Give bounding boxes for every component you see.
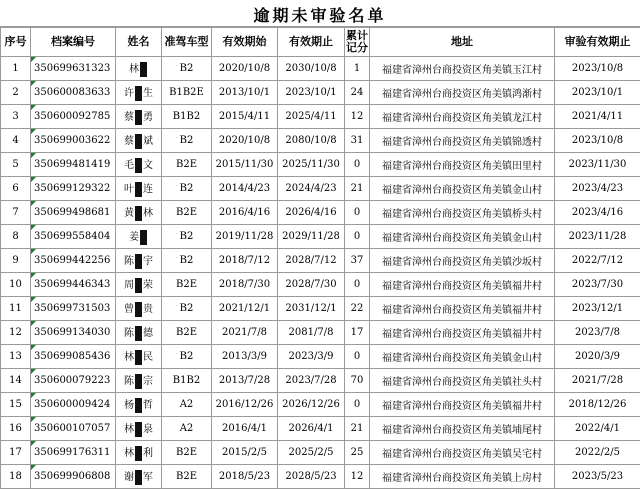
cell-seq: 10 bbox=[1, 273, 31, 297]
cell-seq: 15 bbox=[1, 393, 31, 417]
cell-valid-start: 2013/3/9 bbox=[212, 345, 278, 369]
cell-audit-end: 2023/10/8 bbox=[555, 57, 640, 81]
name-last-char: 文 bbox=[143, 160, 153, 171]
cell-valid-end: 2023/3/9 bbox=[278, 345, 345, 369]
cell-name bbox=[116, 441, 162, 465]
table-row bbox=[1, 297, 640, 321]
name-first-char: 林 bbox=[124, 352, 134, 363]
table-row bbox=[1, 153, 640, 177]
cell-seq: 14 bbox=[1, 369, 31, 393]
cell-valid-start: 2018/7/12 bbox=[212, 249, 278, 273]
cell-address: 福建省漳州台商投资区角美镇鸿渐村 bbox=[370, 81, 555, 105]
redaction-mark bbox=[140, 230, 147, 245]
table-row bbox=[1, 345, 640, 369]
cell-file-no: 350699631323 bbox=[31, 57, 116, 81]
name-first-char: 林 bbox=[129, 64, 139, 75]
cell-file-no: 350600092785 bbox=[31, 105, 116, 129]
cell-name bbox=[116, 225, 162, 249]
cell-class: B1B2 bbox=[162, 105, 212, 129]
cell-valid-start: 2013/7/28 bbox=[212, 369, 278, 393]
cell-points: 12 bbox=[345, 105, 370, 129]
cell-valid-end: 2028/7/30 bbox=[278, 273, 345, 297]
name-last-char: 宇 bbox=[143, 256, 153, 267]
name-last-char: 宗 bbox=[143, 376, 153, 387]
name-first-char: 陈 bbox=[124, 376, 134, 387]
cell-audit-end: 2021/4/11 bbox=[555, 105, 640, 129]
cell-audit-end: 2023/4/16 bbox=[555, 201, 640, 225]
redaction-mark bbox=[135, 134, 142, 149]
cell-points: 37 bbox=[345, 249, 370, 273]
cell-valid-end: 2025/11/30 bbox=[278, 153, 345, 177]
cell-audit-end: 2023/7/8 bbox=[555, 321, 640, 345]
cell-seq: 18 bbox=[1, 465, 31, 489]
cell-name bbox=[116, 129, 162, 153]
name-last-char: 连 bbox=[143, 184, 153, 195]
name-first-char: 蔡 bbox=[124, 136, 134, 147]
cell-audit-end: 2023/7/30 bbox=[555, 273, 640, 297]
cell-valid-start: 2016/4/16 bbox=[212, 201, 278, 225]
cell-valid-end: 2028/7/12 bbox=[278, 249, 345, 273]
cell-address: 福建省漳州台商投资区角美镇玉江村 bbox=[370, 57, 555, 81]
cell-points: 0 bbox=[345, 153, 370, 177]
cell-valid-end: 2030/10/8 bbox=[278, 57, 345, 81]
cell-file-no: 350699558404 bbox=[31, 225, 116, 249]
table-row bbox=[1, 393, 640, 417]
name-first-char: 毛 bbox=[124, 160, 134, 171]
cell-address: 福建省漳州台商投资区角美镇金山村 bbox=[370, 177, 555, 201]
cell-valid-start: 2015/4/11 bbox=[212, 105, 278, 129]
cell-audit-end: 2023/5/23 bbox=[555, 465, 640, 489]
cell-name bbox=[116, 153, 162, 177]
cell-name bbox=[116, 417, 162, 441]
name-first-char: 蔡 bbox=[124, 112, 134, 123]
cell-class: A2 bbox=[162, 417, 212, 441]
name-first-char: 曾 bbox=[124, 304, 134, 315]
name-last-char: 哲 bbox=[143, 400, 153, 411]
redaction-mark bbox=[135, 302, 142, 317]
name-last-char: 荣 bbox=[143, 280, 153, 291]
title-row bbox=[0, 0, 640, 27]
name-last-char: 军 bbox=[143, 472, 153, 483]
table-row bbox=[1, 321, 640, 345]
cell-class: B2 bbox=[162, 249, 212, 273]
cell-seq: 2 bbox=[1, 81, 31, 105]
cell-audit-end: 2023/10/8 bbox=[555, 129, 640, 153]
cell-name bbox=[116, 393, 162, 417]
cell-name bbox=[116, 105, 162, 129]
cell-seq: 7 bbox=[1, 201, 31, 225]
cell-valid-end: 2028/5/23 bbox=[278, 465, 345, 489]
cell-address: 福建省漳州台商投资区角美镇福井村 bbox=[370, 273, 555, 297]
cell-audit-end: 2022/4/1 bbox=[555, 417, 640, 441]
cell-valid-end: 2023/7/28 bbox=[278, 369, 345, 393]
header-points-label: 累计记分 bbox=[346, 29, 368, 54]
redaction-mark bbox=[135, 398, 142, 413]
cell-name bbox=[116, 57, 162, 81]
table-row bbox=[1, 465, 640, 489]
header-name: 姓名 bbox=[116, 28, 162, 57]
cell-file-no: 350699446343 bbox=[31, 273, 116, 297]
cell-seq: 6 bbox=[1, 177, 31, 201]
cell-valid-start: 2016/4/1 bbox=[212, 417, 278, 441]
cell-address: 福建省漳州台商投资区角美镇龙江村 bbox=[370, 105, 555, 129]
cell-class: B1B2 bbox=[162, 369, 212, 393]
cell-points: 0 bbox=[345, 345, 370, 369]
cell-seq: 4 bbox=[1, 129, 31, 153]
cell-file-no: 350699731503 bbox=[31, 297, 116, 321]
name-first-char: 谢 bbox=[124, 472, 134, 483]
table-row bbox=[1, 81, 640, 105]
cell-audit-end: 2022/7/12 bbox=[555, 249, 640, 273]
cell-valid-end: 2026/12/26 bbox=[278, 393, 345, 417]
redaction-mark bbox=[135, 158, 142, 173]
cell-points: 0 bbox=[345, 201, 370, 225]
table-row bbox=[1, 105, 640, 129]
cell-points: 21 bbox=[345, 417, 370, 441]
redaction-mark bbox=[135, 86, 142, 101]
cell-class: B2E bbox=[162, 441, 212, 465]
cell-audit-end: 2018/12/26 bbox=[555, 393, 640, 417]
cell-name bbox=[116, 465, 162, 489]
cell-seq: 12 bbox=[1, 321, 31, 345]
cell-class: B2E bbox=[162, 273, 212, 297]
cell-address: 福建省漳州台商投资区角美镇福井村 bbox=[370, 297, 555, 321]
cell-seq: 13 bbox=[1, 345, 31, 369]
cell-points: 25 bbox=[345, 441, 370, 465]
header-audit-end: 审验有效期止 bbox=[555, 28, 640, 57]
cell-address: 福建省漳州台商投资区角美镇桥头村 bbox=[370, 201, 555, 225]
cell-seq: 11 bbox=[1, 297, 31, 321]
cell-file-no: 350699129322 bbox=[31, 177, 116, 201]
cell-file-no: 350600083633 bbox=[31, 81, 116, 105]
cell-valid-start: 2013/10/1 bbox=[212, 81, 278, 105]
cell-file-no: 350699498681 bbox=[31, 201, 116, 225]
cell-name bbox=[116, 297, 162, 321]
cell-file-no: 350699134030 bbox=[31, 321, 116, 345]
name-first-char: 许 bbox=[124, 88, 134, 99]
cell-valid-end: 2029/11/28 bbox=[278, 225, 345, 249]
cell-name bbox=[116, 321, 162, 345]
header-valid-start: 有效期始 bbox=[212, 28, 278, 57]
cell-name bbox=[116, 369, 162, 393]
cell-seq: 8 bbox=[1, 225, 31, 249]
redaction-mark bbox=[135, 446, 142, 461]
redaction-mark bbox=[140, 62, 147, 77]
name-first-char: 陈 bbox=[124, 256, 134, 267]
name-first-char: 叶 bbox=[124, 184, 134, 195]
header-valid-end: 有效期止 bbox=[278, 28, 345, 57]
cell-class: B2E bbox=[162, 153, 212, 177]
cell-file-no: 350699481419 bbox=[31, 153, 116, 177]
name-first-char: 黄 bbox=[124, 208, 134, 219]
cell-valid-start: 2021/7/8 bbox=[212, 321, 278, 345]
cell-seq: 9 bbox=[1, 249, 31, 273]
cell-class: B2 bbox=[162, 57, 212, 81]
cell-address: 福建省漳州台商投资区角美镇上房村 bbox=[370, 465, 555, 489]
cell-points: 24 bbox=[345, 81, 370, 105]
cell-class: B2E bbox=[162, 465, 212, 489]
cell-valid-start: 2015/2/5 bbox=[212, 441, 278, 465]
cell-audit-end: 2023/11/28 bbox=[555, 225, 640, 249]
cell-name bbox=[116, 345, 162, 369]
table-row bbox=[1, 129, 640, 153]
cell-points: 1 bbox=[345, 57, 370, 81]
cell-audit-end: 2022/2/5 bbox=[555, 441, 640, 465]
cell-file-no: 350600009424 bbox=[31, 393, 116, 417]
cell-points: 31 bbox=[345, 129, 370, 153]
redaction-mark bbox=[135, 326, 142, 341]
cell-class: B2 bbox=[162, 225, 212, 249]
cell-name bbox=[116, 249, 162, 273]
cell-file-no: 350699085436 bbox=[31, 345, 116, 369]
cell-file-no: 350600079223 bbox=[31, 369, 116, 393]
cell-valid-start: 2021/12/1 bbox=[212, 297, 278, 321]
name-last-char: 勇 bbox=[143, 112, 153, 123]
cell-valid-end: 2031/12/1 bbox=[278, 297, 345, 321]
cell-address: 福建省漳州台商投资区角美镇社头村 bbox=[370, 369, 555, 393]
table-body bbox=[1, 57, 640, 489]
page-title: 逾期未审验名单 bbox=[0, 3, 640, 26]
cell-name bbox=[116, 81, 162, 105]
cell-valid-end: 2081/7/8 bbox=[278, 321, 345, 345]
name-first-char: 林 bbox=[124, 448, 134, 459]
cell-valid-start: 2020/10/8 bbox=[212, 57, 278, 81]
name-last-char: 林 bbox=[143, 208, 153, 219]
table-row bbox=[1, 201, 640, 225]
cell-class: B2 bbox=[162, 129, 212, 153]
cell-name bbox=[116, 177, 162, 201]
cell-valid-start: 2019/11/28 bbox=[212, 225, 278, 249]
cell-address: 福建省漳州台商投资区角美镇金山村 bbox=[370, 345, 555, 369]
cell-address: 福建省漳州台商投资区角美镇福井村 bbox=[370, 321, 555, 345]
cell-points: 0 bbox=[345, 393, 370, 417]
cell-valid-end: 2026/4/16 bbox=[278, 201, 345, 225]
overdue-list-table bbox=[0, 27, 640, 489]
cell-valid-start: 2018/5/23 bbox=[212, 465, 278, 489]
cell-name bbox=[116, 273, 162, 297]
cell-file-no: 350600107057 bbox=[31, 417, 116, 441]
table-row bbox=[1, 441, 640, 465]
cell-audit-end: 2023/11/30 bbox=[555, 153, 640, 177]
cell-valid-end: 2025/2/5 bbox=[278, 441, 345, 465]
header-seq: 序号 bbox=[1, 28, 31, 57]
table-row bbox=[1, 177, 640, 201]
name-last-char: 贵 bbox=[143, 304, 153, 315]
cell-points: 0 bbox=[345, 225, 370, 249]
table-row bbox=[1, 57, 640, 81]
header-row bbox=[1, 28, 640, 57]
redaction-mark bbox=[135, 374, 142, 389]
cell-file-no: 350699442256 bbox=[31, 249, 116, 273]
cell-valid-start: 2020/10/8 bbox=[212, 129, 278, 153]
table-row bbox=[1, 249, 640, 273]
name-first-char: 陈 bbox=[124, 328, 134, 339]
redaction-mark bbox=[135, 470, 142, 485]
cell-address: 福建省漳州台商投资区角美镇田里村 bbox=[370, 153, 555, 177]
cell-points: 70 bbox=[345, 369, 370, 393]
cell-audit-end: 2023/4/23 bbox=[555, 177, 640, 201]
cell-valid-start: 2014/4/23 bbox=[212, 177, 278, 201]
table-row bbox=[1, 369, 640, 393]
cell-valid-end: 2026/4/1 bbox=[278, 417, 345, 441]
redaction-mark bbox=[135, 182, 142, 197]
cell-class: B2 bbox=[162, 177, 212, 201]
name-last-char: 利 bbox=[143, 448, 153, 459]
cell-points: 21 bbox=[345, 177, 370, 201]
cell-seq: 16 bbox=[1, 417, 31, 441]
name-first-char: 杨 bbox=[124, 400, 134, 411]
cell-audit-end: 2023/12/1 bbox=[555, 297, 640, 321]
cell-file-no: 350699906808 bbox=[31, 465, 116, 489]
table-row bbox=[1, 273, 640, 297]
header-class: 准驾车型 bbox=[162, 28, 212, 57]
cell-valid-end: 2023/10/1 bbox=[278, 81, 345, 105]
name-first-char: 周 bbox=[124, 280, 134, 291]
cell-file-no: 350699176311 bbox=[31, 441, 116, 465]
cell-valid-end: 2080/10/8 bbox=[278, 129, 345, 153]
cell-valid-start: 2016/12/26 bbox=[212, 393, 278, 417]
cell-audit-end: 2021/7/28 bbox=[555, 369, 640, 393]
cell-class: B2 bbox=[162, 345, 212, 369]
cell-file-no: 350699003622 bbox=[31, 129, 116, 153]
cell-address: 福建省漳州台商投资区角美镇沙坂村 bbox=[370, 249, 555, 273]
redaction-mark bbox=[135, 110, 142, 125]
cell-points: 12 bbox=[345, 465, 370, 489]
cell-seq: 3 bbox=[1, 105, 31, 129]
cell-valid-start: 2015/11/30 bbox=[212, 153, 278, 177]
table-row bbox=[1, 225, 640, 249]
name-first-char: 林 bbox=[124, 424, 134, 435]
cell-points: 22 bbox=[345, 297, 370, 321]
cell-name bbox=[116, 201, 162, 225]
cell-class: A2 bbox=[162, 393, 212, 417]
cell-class: B2E bbox=[162, 201, 212, 225]
cell-audit-end: 2023/10/1 bbox=[555, 81, 640, 105]
cell-address: 福建省漳州台商投资区角美镇锦透村 bbox=[370, 129, 555, 153]
cell-points: 0 bbox=[345, 273, 370, 297]
name-last-char: 民 bbox=[143, 352, 153, 363]
redaction-mark bbox=[135, 422, 142, 437]
cell-valid-end: 2024/4/23 bbox=[278, 177, 345, 201]
header-address: 地址 bbox=[370, 28, 555, 57]
name-last-char: 泉 bbox=[143, 424, 153, 435]
cell-class: B2E bbox=[162, 321, 212, 345]
name-first-char: 姜 bbox=[129, 232, 139, 243]
cell-audit-end: 2020/3/9 bbox=[555, 345, 640, 369]
name-last-char: 生 bbox=[143, 88, 153, 99]
cell-seq: 1 bbox=[1, 57, 31, 81]
cell-seq: 5 bbox=[1, 153, 31, 177]
cell-address: 福建省漳州台商投资区角美镇吴宅村 bbox=[370, 441, 555, 465]
header-file-no: 档案编号 bbox=[31, 28, 116, 57]
table-row bbox=[1, 417, 640, 441]
redaction-mark bbox=[135, 206, 142, 221]
redaction-mark bbox=[135, 254, 142, 269]
cell-class: B1B2E bbox=[162, 81, 212, 105]
redaction-mark bbox=[135, 278, 142, 293]
header-points bbox=[345, 28, 370, 57]
cell-class: B2 bbox=[162, 297, 212, 321]
redaction-mark bbox=[135, 350, 142, 365]
cell-valid-end: 2025/4/11 bbox=[278, 105, 345, 129]
cell-address: 福建省漳州台商投资区角美镇福井村 bbox=[370, 393, 555, 417]
name-last-char: 斌 bbox=[143, 136, 153, 147]
cell-valid-start: 2018/7/30 bbox=[212, 273, 278, 297]
cell-address: 福建省漳州台商投资区角美镇金山村 bbox=[370, 225, 555, 249]
cell-address: 福建省漳州台商投资区角美镇埔尾村 bbox=[370, 417, 555, 441]
name-last-char: 德 bbox=[143, 328, 153, 339]
cell-seq: 17 bbox=[1, 441, 31, 465]
cell-points: 17 bbox=[345, 321, 370, 345]
